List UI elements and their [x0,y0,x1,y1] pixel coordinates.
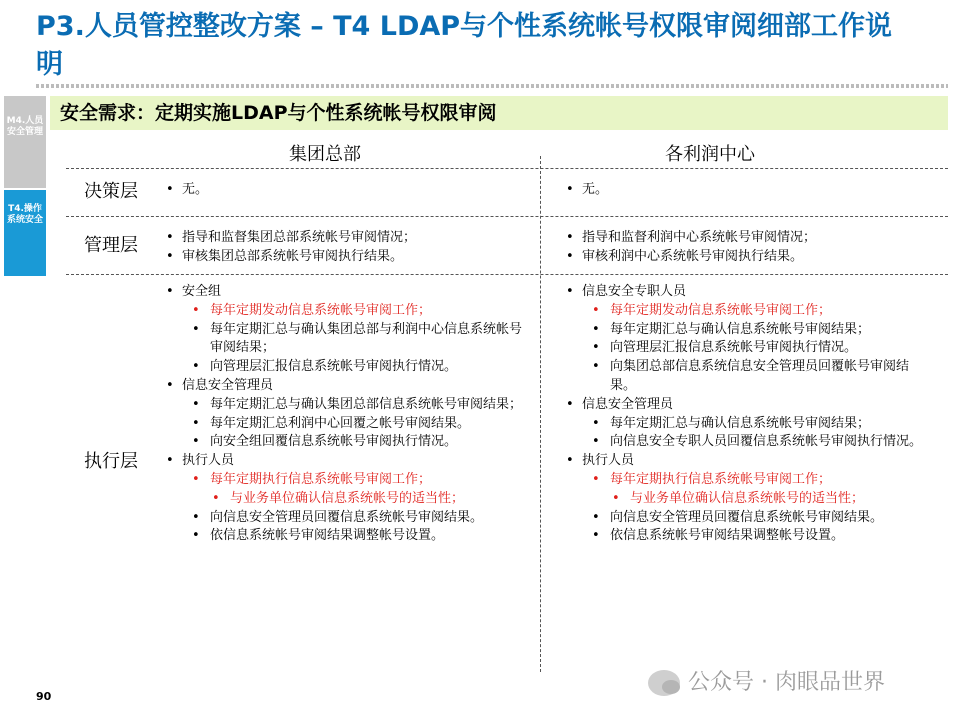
bullet-text: 与业务单位确认信息系统帐号的适当性； [630,490,865,506]
bullet-text: 向管理层汇报信息系统帐号审阅执行情况。 [610,340,858,356]
bullet-marker: • [192,509,200,525]
bullet-marker: • [592,528,600,544]
bullet-text: 向管理层汇报信息系统帐号审阅执行情况。 [210,359,458,375]
bullet-text: 依信息系统帐号审阅结果调整帐号设置。 [210,528,445,544]
bullet-marker: • [212,490,220,506]
cell-execution-hq [162,283,532,546]
sidebar-item-label: T4.操作系统安全 [6,204,43,225]
bullet-text: 信息安全管理员 [182,377,274,393]
bullet-text: 安全组 [182,284,222,299]
row-label-management: 管理层 [84,235,138,256]
bullet-marker: • [592,321,600,337]
bullet-marker: • [192,434,200,450]
cell-decision-hq [162,181,532,200]
bullet-item [162,229,532,248]
bullet-marker: • [566,284,574,299]
bullet-item [562,358,934,396]
bullet-item [162,302,532,321]
bullet-text: 每年定期发动信息系统帐号审阅工作； [210,302,432,318]
bullet-item [562,339,934,358]
bullet-item [162,452,532,471]
row-divider [66,216,948,217]
bullet-marker: • [166,230,174,245]
column-header-hq: 集团总部 [289,144,361,165]
bullet-text: 指导和监督集团总部系统帐号审阅情况； [182,230,417,245]
bullet-marker: • [592,415,600,431]
bullet-marker: • [592,434,600,450]
bullet-item [562,415,934,434]
bullet-item [162,283,532,302]
bullet-item [562,452,934,471]
page-title: P3.人员管控整改方案 – T4 LDAP与个性系统帐号权限审阅细部工作说明 [36,11,893,80]
bullet-text: 执行人员 [582,453,635,469]
sidebar-item-t4[interactable] [4,190,46,276]
bullet-marker: • [192,415,200,431]
bullet-marker: • [192,321,200,337]
column-header-profit-centers: 各利润中心 [665,144,755,165]
bullet-item [162,377,532,396]
watermark [648,666,938,700]
bullet-item [162,181,532,200]
bullet-text: 每年定期发动信息系统帐号审阅工作； [610,302,832,318]
bullet-marker: • [166,453,174,469]
bullet-marker: • [566,182,574,197]
cell-decision-profit [562,181,934,200]
bullet-text: 每年定期汇总与确认集团总部信息系统帐号审阅结果； [210,396,523,412]
bullet-text: 与业务单位确认信息系统帐号的适当性； [230,490,465,506]
bullet-marker: • [566,396,574,412]
bullet-marker: • [166,182,174,197]
bullet-item [562,527,934,546]
bullet-item [562,248,934,267]
bullet-marker: • [592,359,600,375]
bullet-text: 向信息安全管理员回覆信息系统帐号审阅结果。 [610,509,884,525]
bullet-marker: • [192,302,200,318]
bullet-item [162,471,532,490]
bullet-text: 依信息系统帐号审阅结果调整帐号设置。 [610,528,845,544]
bullet-text: 每年定期执行信息系统帐号审阅工作； [610,471,832,487]
sidebar-item-m4[interactable] [4,96,46,188]
bullet-item [162,248,532,267]
bullet-item [162,509,532,528]
bullet-marker: • [592,509,600,525]
bullet-item [562,509,934,528]
bullet-text: 每年定期汇总利润中心回覆之帐号审阅结果。 [210,415,471,431]
bullet-marker: • [192,359,200,375]
bullet-text: 向信息安全专职人员回覆信息系统帐号审阅执行情况。 [610,434,923,450]
bullet-item [562,302,934,321]
bullet-text: 执行人员 [182,453,235,469]
sidebar-item-label: M4.人员安全管理 [6,116,44,137]
section-sidebar [4,96,46,278]
bullet-text: 每年定期执行信息系统帐号审阅工作； [210,471,432,487]
bullet-text: 信息安全专职人员 [582,284,687,299]
page-number: 90 [36,690,52,703]
bullet-text: 每年定期汇总与确认集团总部与利润中心信息系统帐号审阅结果； [210,321,523,356]
cell-management-profit [562,229,934,267]
bullet-item [562,181,934,200]
bullet-item [562,283,934,302]
bullet-item [562,433,934,452]
bullet-text: 每年定期汇总与确认信息系统帐号审阅结果； [610,321,871,337]
wechat-icon [648,670,680,696]
bullet-marker: • [612,490,620,506]
bullet-marker: • [192,528,200,544]
bullet-marker: • [566,230,574,245]
bullet-text: 无。 [582,182,609,197]
row-label-execution: 执行层 [84,451,138,472]
cell-execution-profit [562,283,934,546]
bullet-text: 指导和监督利润中心系统帐号审阅情况； [582,230,817,245]
watermark-text: 公众号 · 肉眼品世界 [688,670,885,695]
cell-management-hq [162,229,532,267]
bullet-text: 信息安全管理员 [582,396,674,412]
bullet-text: 审核集团总部系统帐号审阅执行结果。 [182,248,404,264]
bullet-marker: • [566,453,574,469]
bullet-item [162,433,532,452]
row-label-decision: 决策层 [84,181,138,202]
bullet-item [562,471,934,490]
bullet-marker: • [592,340,600,356]
title-divider [36,84,948,88]
bullet-text: 向安全组回覆信息系统帐号审阅执行情况。 [210,434,458,450]
bullet-item [562,321,934,340]
bullet-marker: • [592,302,600,318]
bullet-item [162,415,532,434]
bullet-item [562,490,934,509]
bullet-marker: • [192,396,200,412]
requirement-banner: 安全需求：定期实施LDAP与个性系统帐号权限审阅 [50,96,948,130]
column-divider [540,156,541,672]
bullet-item [562,229,934,248]
row-divider [66,274,948,275]
row-divider [66,168,948,169]
bullet-item [162,358,532,377]
bullet-marker: • [166,377,174,393]
bullet-text: 无。 [182,182,209,197]
bullet-item [162,490,532,509]
bullet-text: 每年定期汇总与确认信息系统帐号审阅结果； [610,415,871,431]
bullet-item [162,321,532,359]
bullet-text: 向集团总部信息系统信息安全管理员回覆帐号审阅结果。 [610,359,910,393]
bullet-marker: • [166,248,174,264]
bullet-marker: • [166,284,174,299]
bullet-item [162,396,532,415]
bullet-marker: • [592,471,600,487]
bullet-marker: • [192,471,200,487]
bullet-item [562,396,934,415]
bullet-marker: • [566,248,574,264]
bullet-item [162,527,532,546]
bullet-text: 向信息安全管理员回覆信息系统帐号审阅结果。 [210,509,484,525]
bullet-text: 审核利润中心系统帐号审阅执行结果。 [582,248,804,264]
